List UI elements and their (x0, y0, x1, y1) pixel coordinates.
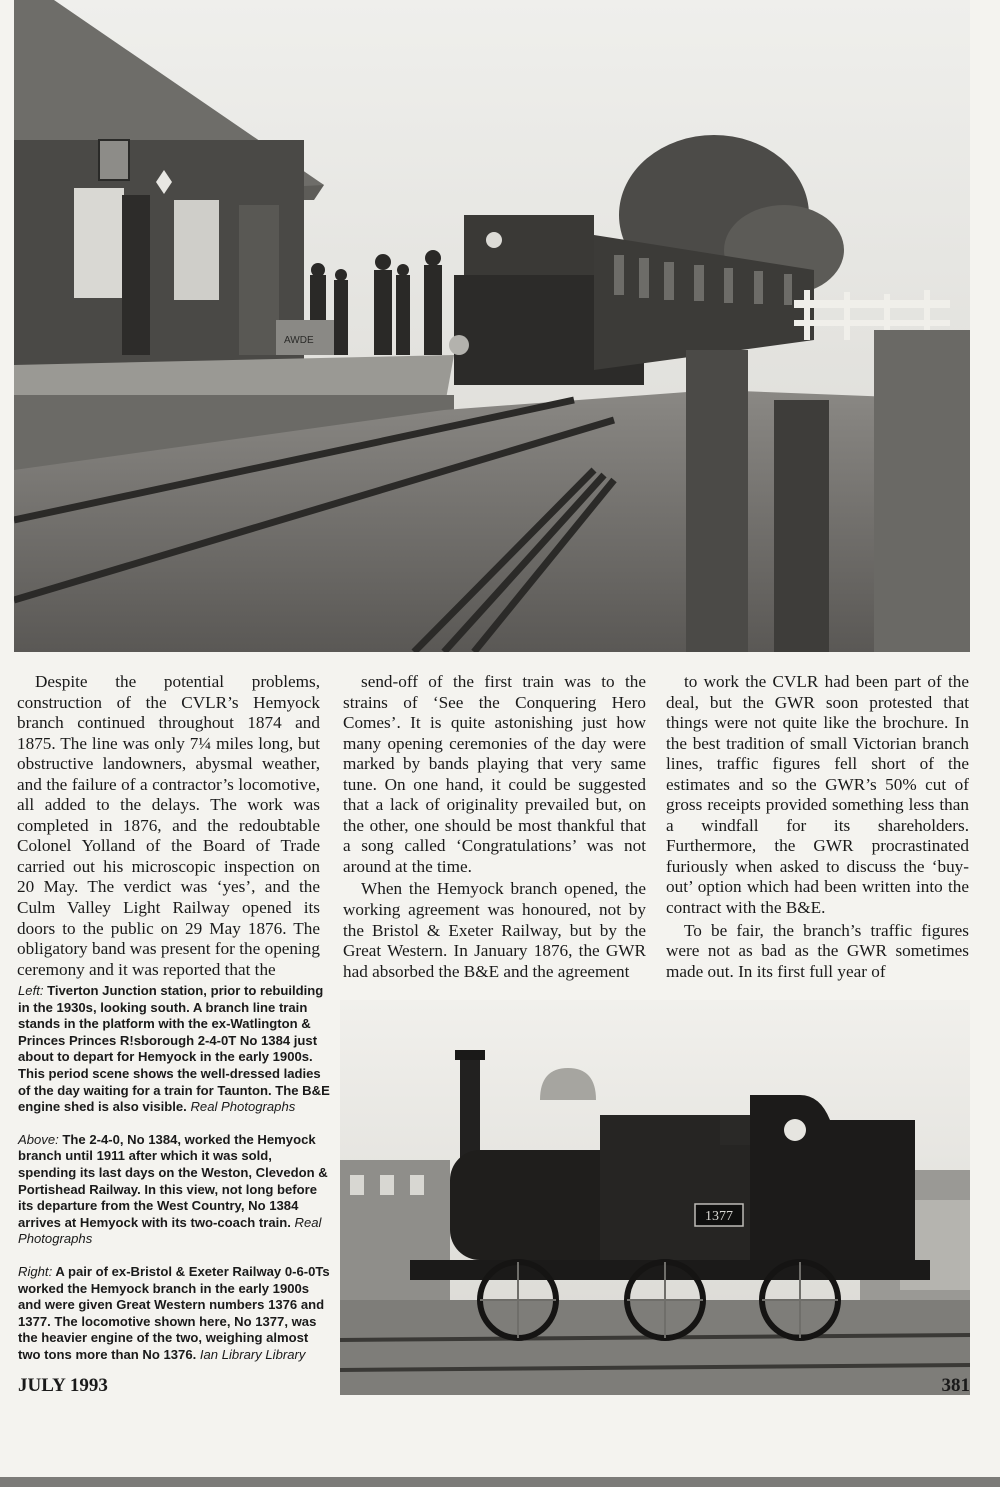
caption-credit: Real Photographs (190, 1099, 296, 1115)
locomotive-number-plate: 1377 (705, 1209, 733, 1224)
paragraph: When the Hemyock branch opened, the working agreement was honoured, not by the Bristol & Exeter Railway, but by the Great Western. In January 1876, the GWR had absorbed the B&E and the agreement (343, 879, 646, 981)
caption-label: Right: (18, 1263, 53, 1279)
caption-label: Above: (18, 1131, 59, 1147)
page-number: 381 (941, 1375, 970, 1396)
caption-credit: Real Photographs (18, 1214, 322, 1247)
paragraph: Despite the potential problems, construction of the CVLR’s Hemyock branch continued throughout 1874 and 1875. The line was only 7¼ miles long, but obstructive landowners, abysmal weather, and the failure of a contractor’s locomotive, all added to the delays. The work was completed in 1876, and the redoubtable Colonel Yolland of the Board of Trade carried out his microscopic inspection on 20 May. The verdict was ‘yes’, and the Culm Valley Light Railway opened its doors to the public on 29 May 1876. The obligatory band was present for the opening ceremony and it was reported that the (17, 672, 320, 979)
caption-label: Left: (18, 983, 44, 998)
issue-date: JULY 1993 (18, 1375, 108, 1396)
article-column-1 (17, 672, 320, 980)
caption-above (18, 1132, 330, 1248)
caption-text: The 2-4-0, No 1384, worked the Hemyock branch until 1911 after which it was sold, spending its last days on the Weston, Clevedon & Portishead Railway. In this view, not long before its departure from the West Country, No 1384 arrives at Hemyock with its two-coach train. (18, 1131, 328, 1230)
scan-edge (0, 1477, 1000, 1487)
caption-credit: Ian Library Library (199, 1346, 306, 1362)
caption-text: A pair of ex-Bristol & Exeter Railway 0-6-0Ts worked the Hemyock branch in the early 1900s and were given Great Western numbers 1376 and 1377. The locomotive shown here, No 1377, was the heavier engine of the two, weighing almost two tons more than No 1376. (18, 1263, 330, 1362)
paragraph: to work the CVLR had been part of the deal, but the GWR soon protested that things were not quite like the brochure. In the best tradition of small Victorian branch lines, traffic figures fell short of the estimates and so the GWR’s 50% cut of gross receipts provided something less than a windfall for its shareholders. Furthermore, the GWR procrastinated furiously when asked to discuss the ‘buy-out’ option which had been written into the contract with the B&E. (666, 672, 969, 918)
caption-text: Tiverton Junction station, prior to rebuilding in the 1930s, looking south. A branch line train stands in the platform with the ex-Watlington & Princes Princes R!sborough 2-4-0T No 1384 just about to depart for Hemyock in the early 1900s. This period scene shows the well-dressed ladies of the day waiting for a train for Taunton. The B&E engine shed is also visible. (18, 983, 330, 1115)
station-platform-photo (14, 0, 970, 652)
caption-left (18, 983, 330, 1116)
article-column-2 (343, 672, 646, 982)
article-column-3 (666, 672, 969, 982)
caption-right (18, 1264, 330, 1364)
paragraph: send-off of the first train was to the strains of ‘See the Conquering Hero Comes’. It is quite astonishing just how many opening ceremonies of the day were marked by bands playing that very same tune. On one hand, it could be suggested that a lack of originality prevailed but, on the other, one should be most thankful that a song called ‘Congratulations’ was not around at the time. (343, 672, 646, 876)
paragraph: To be fair, the branch’s traffic figures were not as bad as the GWR sometimes made out. In its first full year of (666, 920, 969, 981)
locomotive-photo (340, 1000, 970, 1395)
photo-captions (18, 983, 330, 1379)
hamper-label: AWDE (284, 335, 314, 346)
